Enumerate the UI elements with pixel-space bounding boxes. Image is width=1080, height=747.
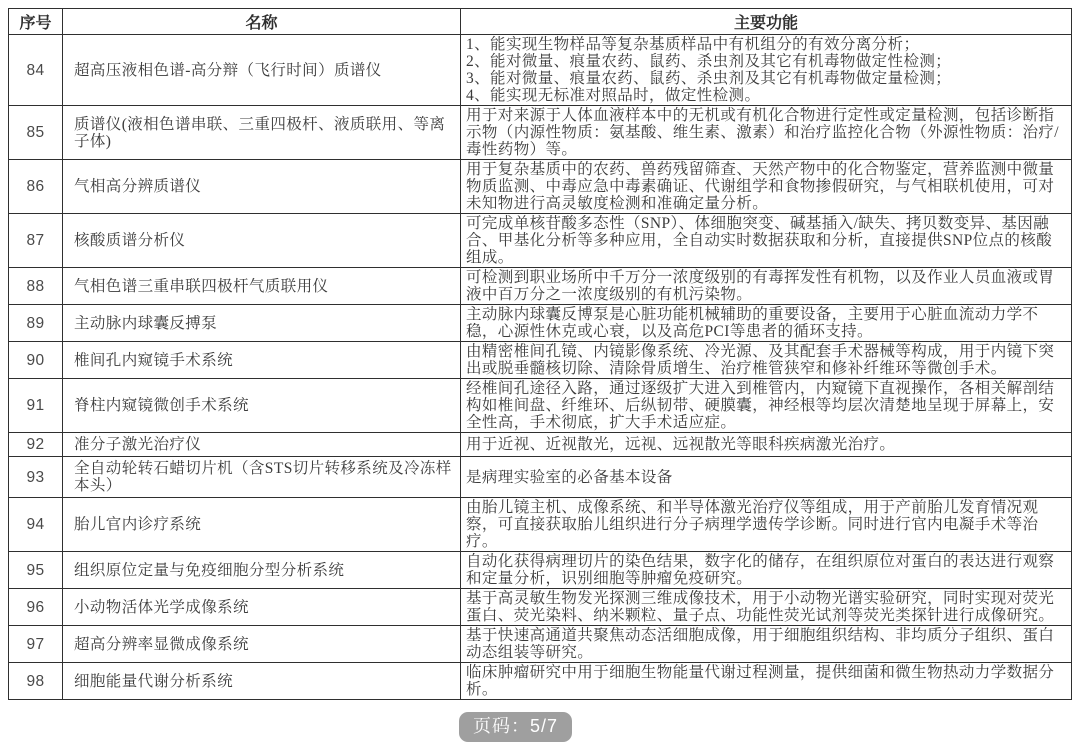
table-row [9,268,1072,305]
table-header-row [9,9,1072,35]
equipment-main-function [461,589,1072,626]
equipment-name: 脊柱内窥镜微创手术系统 [63,379,461,433]
function-line: 由精密椎间孔镜、内镜影像系统、冷光源、及其配套手术器械等构成，用于内镜下突出或脱垂髓核切除、清除骨质增生、治疗椎管狭窄和修补纤维环等微创手术。 [466,343,1055,377]
table-row [9,552,1072,589]
row-serial-number: 94 [9,498,63,552]
equipment-name: 气相高分辨质谱仪 [63,160,461,214]
table-row [9,457,1072,498]
function-line: 2、能对微量、痕量农药、鼠药、杀虫剂及其它有机毒物做定性检测； [466,53,952,70]
equipment-main-function [461,433,1072,457]
function-line: 是病理实验室的必备基本设备 [466,468,673,486]
equipment-main-function [461,379,1072,433]
table-row [9,305,1072,342]
equipment-main-function [461,498,1072,552]
row-serial-number: 84 [9,35,63,106]
row-serial-number: 95 [9,552,63,589]
function-line: 经椎间孔途径入路，通过逐级扩大进入到椎管内，内窥镜下直视操作，各相关解剖结构如椎间盘、纤维环、后纵韧带、硬膜囊，神经根等均层次清楚地呈现于屏幕上，安全性高，手术彻底，扩大手术适应症。 [466,380,1055,431]
function-line: 1、能实现生物样品等复杂基质样品中有机组分的有效分离分析； [466,36,920,53]
equipment-name: 胎儿官内诊疗系统 [63,498,461,552]
equipment-main-function [461,626,1072,663]
column-header-serial-number: 序号 [9,9,63,35]
equipment-table [8,8,1072,700]
equipment-name: 质谱仪(液相色谱串联、三重四极杆、液质联用、等离子体) [63,106,461,160]
function-line: 自动化获得病理切片的染色结果，数字化的储存，在组织原位对蛋白的表达进行观察和定量分析，识别细胞等肿瘤免疫研究。 [466,553,1055,587]
equipment-main-function [461,552,1072,589]
row-serial-number: 96 [9,589,63,626]
equipment-name: 气相色谱三重串联四极杆气质联用仪 [63,268,461,305]
equipment-main-function [461,214,1072,268]
equipment-name: 全自动轮转石蜡切片机（含STS切片转移系统及冷冻样本头） [63,457,461,498]
function-line: 可完成单核苷酸多态性（SNP）、体细胞突变、碱基插入/缺失、拷贝数变异、基因融合、甲基化分析等多种应用，全自动实时数据获取和分析，直接提供SNP位点的核酸组成。 [466,215,1053,266]
equipment-name: 椎间孔内窥镜手术系统 [63,342,461,379]
function-line: 用于近视、近视散光，远视、远视散光等眼科疾病激光治疗。 [466,436,896,453]
function-line: 由胎儿镜主机、成像系统、和半导体激光治疗仪等组成，用于产前胎儿发育情况观察，可直接获取胎儿组织进行分子病理学遗传学诊断。同时进行官内电凝手术等治疗。 [466,499,1039,550]
function-line: 基于高灵敏生物发光探测三维成像技术，用于小动物光谱实验研究，同时实现对荧光蛋白、荧光染料、纳米颗粒、量子点、功能性荧光试剂等荧光类探针进行成像研究。 [466,590,1055,624]
equipment-name: 小动物活体光学成像系统 [63,589,461,626]
column-header-name: 名称 [63,9,461,35]
row-serial-number: 91 [9,379,63,433]
table-row [9,663,1072,700]
table-row [9,498,1072,552]
table-row [9,342,1072,379]
equipment-name: 主动脉内球囊反搏泵 [63,305,461,342]
function-line: 可检测到职业场所中千万分一浓度级别的有毒挥发性有机物，以及作业人员血液或胃液中百万分之一浓度级别的有机污染物。 [466,269,1055,303]
equipment-name: 超高分辨率显微成像系统 [63,626,461,663]
function-line: 4、能实现无标准对照品时，做定性检测。 [466,87,761,104]
row-serial-number: 86 [9,160,63,214]
table-row [9,106,1072,160]
page-number-label: 页码：5/7 [473,716,559,736]
row-serial-number: 90 [9,342,63,379]
table-row [9,626,1072,663]
column-header-main-function: 主要功能 [461,9,1072,35]
function-line: 基于快速高通道共聚焦动态活细胞成像，用于细胞组织结构、非均质分子组织、蛋白动态组装等研究。 [466,627,1055,661]
equipment-name: 核酸质谱分析仪 [63,214,461,268]
function-line: 用于对来源于人体血液样本中的无机或有机化合物进行定性或定量检测，包括诊断指示物（内源性物质：氨基酸、维生素、激素）和治疗监控化合物（外源性物质：治疗/毒性药物）等。 [466,107,1060,158]
equipment-main-function [461,342,1072,379]
equipment-main-function [461,268,1072,305]
function-line: 主动脉内球囊反博泵是心脏功能机械辅助的重要设备，主要用于心脏血流动力学不稳，心源性休克或心衰，以及高危PCI等患者的循环支持。 [466,306,1039,340]
function-line: 用于复杂基质中的农药、兽药残留筛查、天然产物中的化合物鉴定，营养监测中微量物质监测、中毒应急中毒素确证、代谢组学和食物掺假研究，与气相联机使用，可对未知物进行高灵敏度检测和准确定量分析。 [466,161,1055,212]
equipment-name: 细胞能量代谢分析系统 [63,663,461,700]
row-serial-number: 97 [9,626,63,663]
table-row [9,433,1072,457]
equipment-name: 超高压液相色谱-高分辩（飞行时间）质谱仪 [63,35,461,106]
function-line: 3、能对微量、痕量农药、鼠药、杀虫剂及其它有机毒物做定量检测； [466,70,952,87]
row-serial-number: 92 [9,433,63,457]
row-serial-number: 88 [9,268,63,305]
row-serial-number: 89 [9,305,63,342]
row-serial-number: 98 [9,663,63,700]
table-row [9,589,1072,626]
equipment-main-function [461,305,1072,342]
table-body [9,35,1072,700]
equipment-name: 组织原位定量与免疫细胞分型分析系统 [63,552,461,589]
equipment-main-function [461,106,1072,160]
equipment-main-function [461,663,1072,700]
equipment-main-function [461,457,1072,498]
table-row [9,160,1072,214]
row-serial-number: 85 [9,106,63,160]
equipment-main-function [461,35,1072,106]
equipment-name: 准分子激光治疗仪 [63,433,461,457]
page-number-badge [459,712,572,742]
row-serial-number: 93 [9,457,63,498]
row-serial-number: 87 [9,214,63,268]
equipment-main-function [461,160,1072,214]
table-row [9,379,1072,433]
table-row [9,35,1072,106]
table-row [9,214,1072,268]
function-line: 临床肿瘤研究中用于细胞生物能量代谢过程测量，提供细菌和微生物热动力学数据分析。 [466,664,1055,698]
